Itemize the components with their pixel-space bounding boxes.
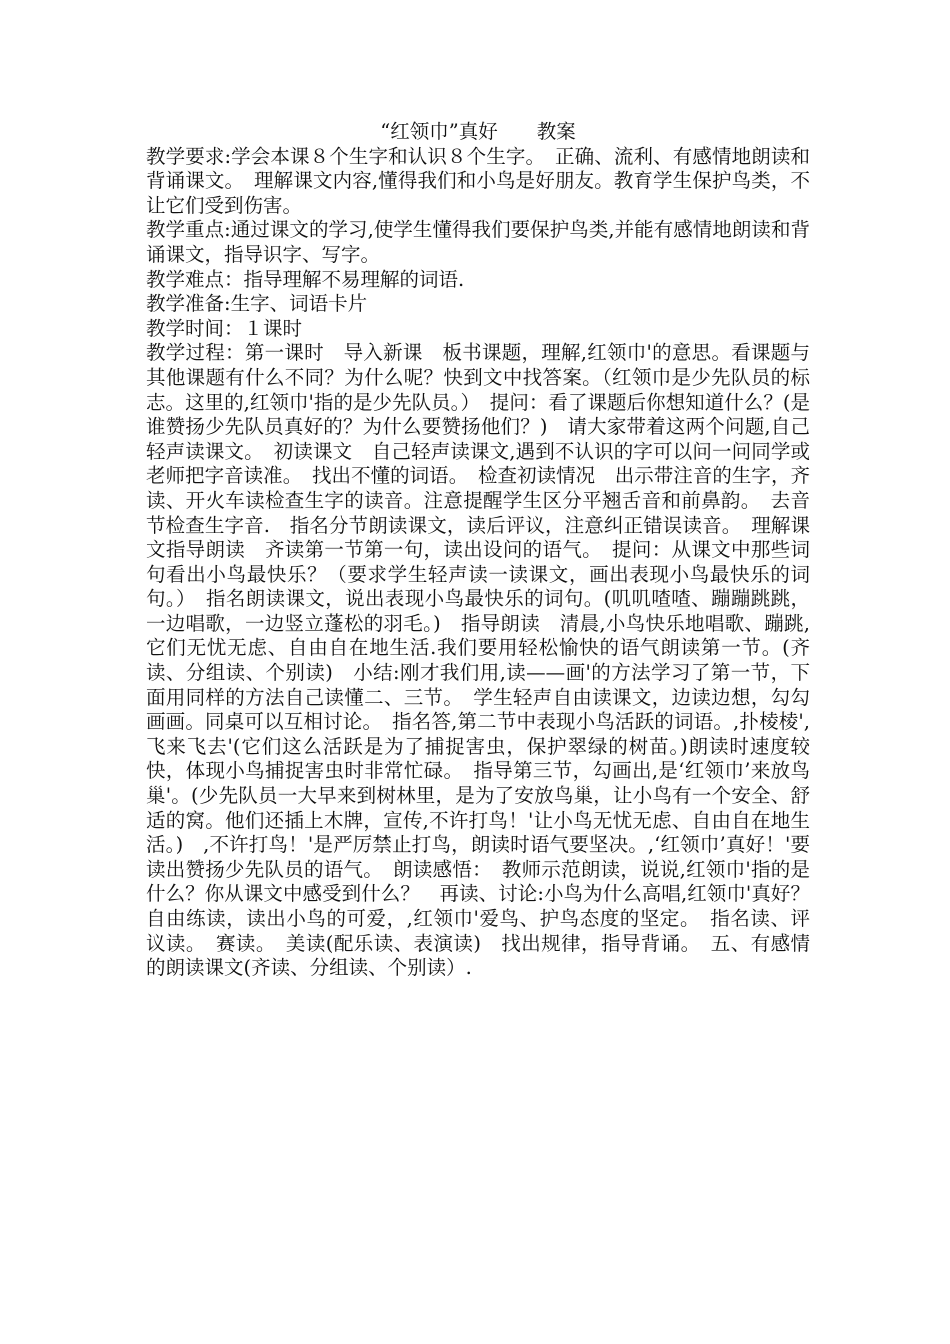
teaching-requirements: 教学要求:学会本课８个生字和认识８个生字。 正确、流利、有感情地朗读和背诵课文。 理解课文内容,懂得我们和小鸟是好朋友。教育学生保护鸟类，不让它们受到伤害。 bbox=[146, 144, 810, 217]
document-title: “红领巾”真好 教案 bbox=[380, 120, 576, 143]
teaching-process: 教学过程：第一课时 导入新课 板书课题，理解,红领巾'的意思。看课题与其他课题有什么不同？为什么呢？快到文中找答案。（红领巾是少先队员的标志。这里的,红领巾'指的是少先队员。） 提问：看了课题后你想知道什么？(是谁赞扬少先队员真好的？为什么要赞扬他们？) 请大家带着这两个问题,自己轻声读课文。 初读课文 自己轻声读课文,遇到不认识的字可以问一问同学或老师把字音读准。 找出不懂的词语。 检查初读情况 出示带注音的生字，齐读、开火车读检查生字的读音。注意提醒学生区分平翘舌音和前鼻韵。 去音节检查生字音. 指名分节朗读课文，读后评议，注意纠正错误读音。 理解课文指导朗读 齐读第一节第一句，读出设问的语气。 提问：从课文中那些词句看出小鸟最快乐？（要求学生轻声读一读课文，画出表现小鸟最快乐的词句。） 指名朗读课文，说出表现小鸟最快乐的词句。(叽叽喳喳、蹦蹦跳跳，一边唱歌，一边竖立蓬松的羽毛。) 指导朗读 清晨,小鸟快乐地唱歌、蹦跳,它们无忧无虑、自由自在地生活.我们要用轻松愉快的语气朗读第一节。(齐读、分组读、个别读) 小结:刚才我们用,读——画'的方法学习了第一节，下面用同样的方法自己读懂二、三节。 学生轻声自由读课文，边读边想，勾勾画画。同桌可以互相讨论。 指名答,第二节中表现小鸟活跃的词语。,扑棱棱',飞来飞去'(它们这么活跃是为了捕捉害虫，保护翠绿的树苗。)朗读时速度较快，体现小鸟捕捉害虫时非常忙碌。 指导第三节，勾画出,是‘红领巾’来放鸟巢'。(少先队员一大早来到树林里，是为了安放鸟巢，让小鸟有一个安全、舒适的窝。他们还插上木牌，宣传,不许打鸟！'让小鸟无忧无虑、自由自在地生活。) ,不许打鸟！'是严厉禁止打鸟，朗读时语气要坚决。,‘红领巾’真好！'要读出赞扬少先队员的语气。 朗读感悟： 教师示范朗读，说说,红领巾'指的是什么？你从课文中感受到什么？ 再读、讨论:小鸟为什么高唱,红领巾'真好？ 自由练读，读出小鸟的可爱，,红领巾'爱鸟、护鸟态度的坚定。 指名读、评议读。 赛读。 美读(配乐读、表演读) 找出规律，指导背诵。 五、有感情的朗读课文(齐读、分组读、个别读）. bbox=[146, 341, 830, 980]
teaching-focus: 教学重点:通过课文的学习,使学生懂得我们要保护鸟类,并能有感情地朗读和背诵课文，指导识字、写字。 bbox=[146, 218, 810, 266]
teaching-preparation: 教学准备:生字、词语卡片 bbox=[146, 292, 368, 316]
teaching-difficulty: 教学难点：指导理解不易理解的词语. bbox=[146, 267, 465, 291]
teaching-time: 教学时间：１课时 bbox=[146, 316, 303, 340]
document-page bbox=[146, 120, 830, 981]
